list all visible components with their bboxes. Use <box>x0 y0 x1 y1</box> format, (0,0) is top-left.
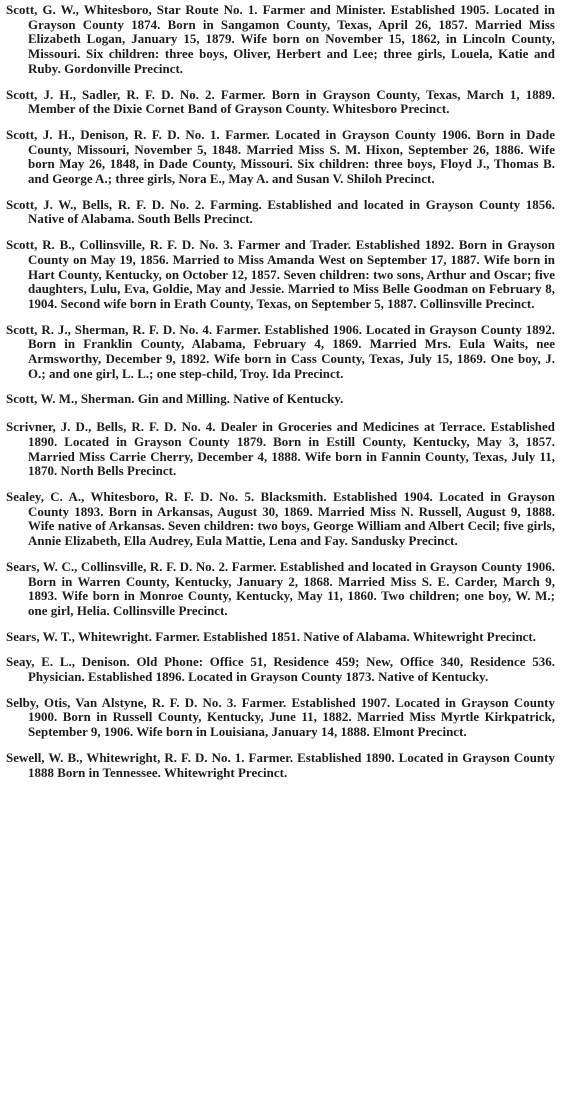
entry-text: , Otis, Van Alstyne, R. F. D. No. 3. Farmer. Established 1907. Located in Grayson County 1900. Born in Russell County, Kentucky, June 11, 1882. Married Miss Myrtle Kirkpatrick, September 9, 1906. Wife born in Louisiana, January 14, 1888. Elmont Precinct. <box>28 695 555 740</box>
entry-text: , R. B., Collinsville, R. F. D. No. 3. Farmer and Trader. Established 1892. Born in Grayson County on May 19, 1856. Married to Miss Amanda West on September 17, 1887. Wife born in Hart County, Kentucky, on October 12, 1857. Seven children: two sons, Arthur and Oscar; five daughters, Lulu, Eva, Goldie, May and Jessie. Married to Miss Belle Goodman on February 8, 1904. Second wife born in Erath County, Texas, on September 5, 1887. Collinsville Precinct. <box>28 238 555 311</box>
entry-text: , J. D., Bells, R. F. D. No. 4. Dealer in Groceries and Medicines at Terrace. Established 1890. Located in Grayson County 1879. Born in Estill County, Kentucky, May 3, 1857. Married Miss Carrie Cherry, December 4, 1888. Wife born in Fannin County, Texas, July 11, 1870. North Bells Precinct. <box>28 420 555 479</box>
entry-text: , W. C., Collinsville, R. F. D. No. 2. Farmer. Established and located in Grayson County 1906. Born in Warren County, Kentucky, January 2, 1868. Married Miss S. E. Carder, March 9, 1893. Wife born in Monroe County, Kentucky, May 11, 1860. Two children; one boy, W. M.; one girl, Helia. Collinsville Precinct. <box>28 559 555 618</box>
entry-sears-w-t <box>6 630 555 645</box>
entry-surname: Scott <box>6 3 35 17</box>
entry-text: , W. T., Whitewright. Farmer. Established 1851. Native of Alabama. Whitewright Precinct. <box>36 629 537 644</box>
entry-scott-j-h-denison <box>6 128 555 187</box>
entry-sewell-w-b <box>6 751 555 780</box>
entry-surname: Seay <box>6 655 32 670</box>
entry-scott-w-m <box>6 392 555 407</box>
entry-sears-w-c <box>6 560 555 619</box>
entry-scott-j-h-sadler <box>6 88 555 117</box>
entry-selby-otis <box>6 696 555 740</box>
entry-sealey-c-a <box>6 490 555 549</box>
entry-surname: Sears <box>6 629 37 644</box>
entry-text: , W. B., Whitewright, R. F. D. No. 1. Farmer. Established 1890. Located in Grayson County 1888 Born in Tennessee. Whitewright Precinct. <box>28 750 555 780</box>
entry-text: , J. H., Denison, R. F. D. No. 1. Farmer. Located in Grayson County 1906. Born in Dade County, Missouri, November 5, 1848. Married Miss S. M. Hixon, September 26, 1886. Wife born May 26, 1848, in Dade County, Missouri. Six children: three boys, Floyd J., Thomas B. and George A.; three girls, Nora E., May A. and Susan V. Shiloh Precinct. <box>28 127 555 187</box>
entry-surname: Scott <box>6 127 35 142</box>
entry-text: , J. H., Sadler, R. F. D. No. 2. Farmer. Born in Grayson County, Texas, March 1, 1889. Member of the Dixie Cornet Band of Grayson County. Whitesboro Precinct. <box>28 87 555 117</box>
entry-surname: Scott <box>6 392 35 407</box>
entry-scott-g-w <box>6 3 555 77</box>
entry-text: , E. L., Denison. Old Phone: Office 51, Residence 459; New, Office 340, Residence 536. Physician. Established 1896. Located in Grayson County 1873. Native of Kentucky. <box>28 655 555 685</box>
entry-surname: Scrivner <box>6 420 53 435</box>
entry-surname: Sealey <box>6 489 41 504</box>
entry-scott-r-b <box>6 238 555 312</box>
entry-surname: Scott <box>6 197 35 212</box>
entry-surname: Scott <box>6 238 35 253</box>
entry-scott-j-w <box>6 198 555 227</box>
entry-text: , R. J., Sherman, R. F. D. No. 4. Farmer. Established 1906. Located in Grayson County 1892. Born in Franklin County, Alabama, February 4, 1869. Married Mrs. Eula Waits, nee Armsworthy, December 9, 1892. Wife born in Cass County, Texas, July 15, 1869. One boy, J. O.; and one girl, L. L.; one step-child, Troy. Ida Precinct. <box>28 322 555 381</box>
entry-surname: Selby <box>6 695 36 710</box>
entry-surname: Sewell <box>6 750 42 765</box>
entry-scott-r-j <box>6 323 555 382</box>
entry-surname: Sears <box>6 559 37 574</box>
entry-text: , G. W., Whitesboro, Star Route No. 1. Farmer and Minister. Established 1905. Located in Grayson County 1874. Born in Sangamon County, Texas, April 26, 1857. Married Miss Elizabeth Logan, January 15, 1879. Wife born on November 15, 1862, in Lincoln County, Missouri. Six children: three boys, Oliver, Herbert and Lee; three girls, Louela, Katie and Ruby. Gordonville Precinct. <box>28 3 555 76</box>
entry-seay-e-l <box>6 655 555 684</box>
entry-surname: Scott <box>6 322 35 337</box>
entry-text: , C. A., Whitesboro, R. F. D. No. 5. Blacksmith. Established 1904. Located in Grayson County 1893. Born in Arkansas, August 30, 1869. Married Miss N. Russell, August 9, 1888. Wife native of Arkansas. Seven children: two boys, George William and Albert Cecil; five girls, Annie Elizabeth, Ella Audrey, Eula Mattie, Lena and Fay. Sandusky Precinct. <box>28 489 555 549</box>
entry-text: , W. M., Sherman. Gin and Milling. Native of Kentucky. <box>34 392 344 407</box>
entry-text: , J. W., Bells, R. F. D. No. 2. Farming. Established and located in Grayson County 1856. Native of Alabama. South Bells Precinct. <box>28 197 555 227</box>
entry-surname: Scott <box>6 87 35 102</box>
entry-scrivner-j-d <box>6 420 555 479</box>
